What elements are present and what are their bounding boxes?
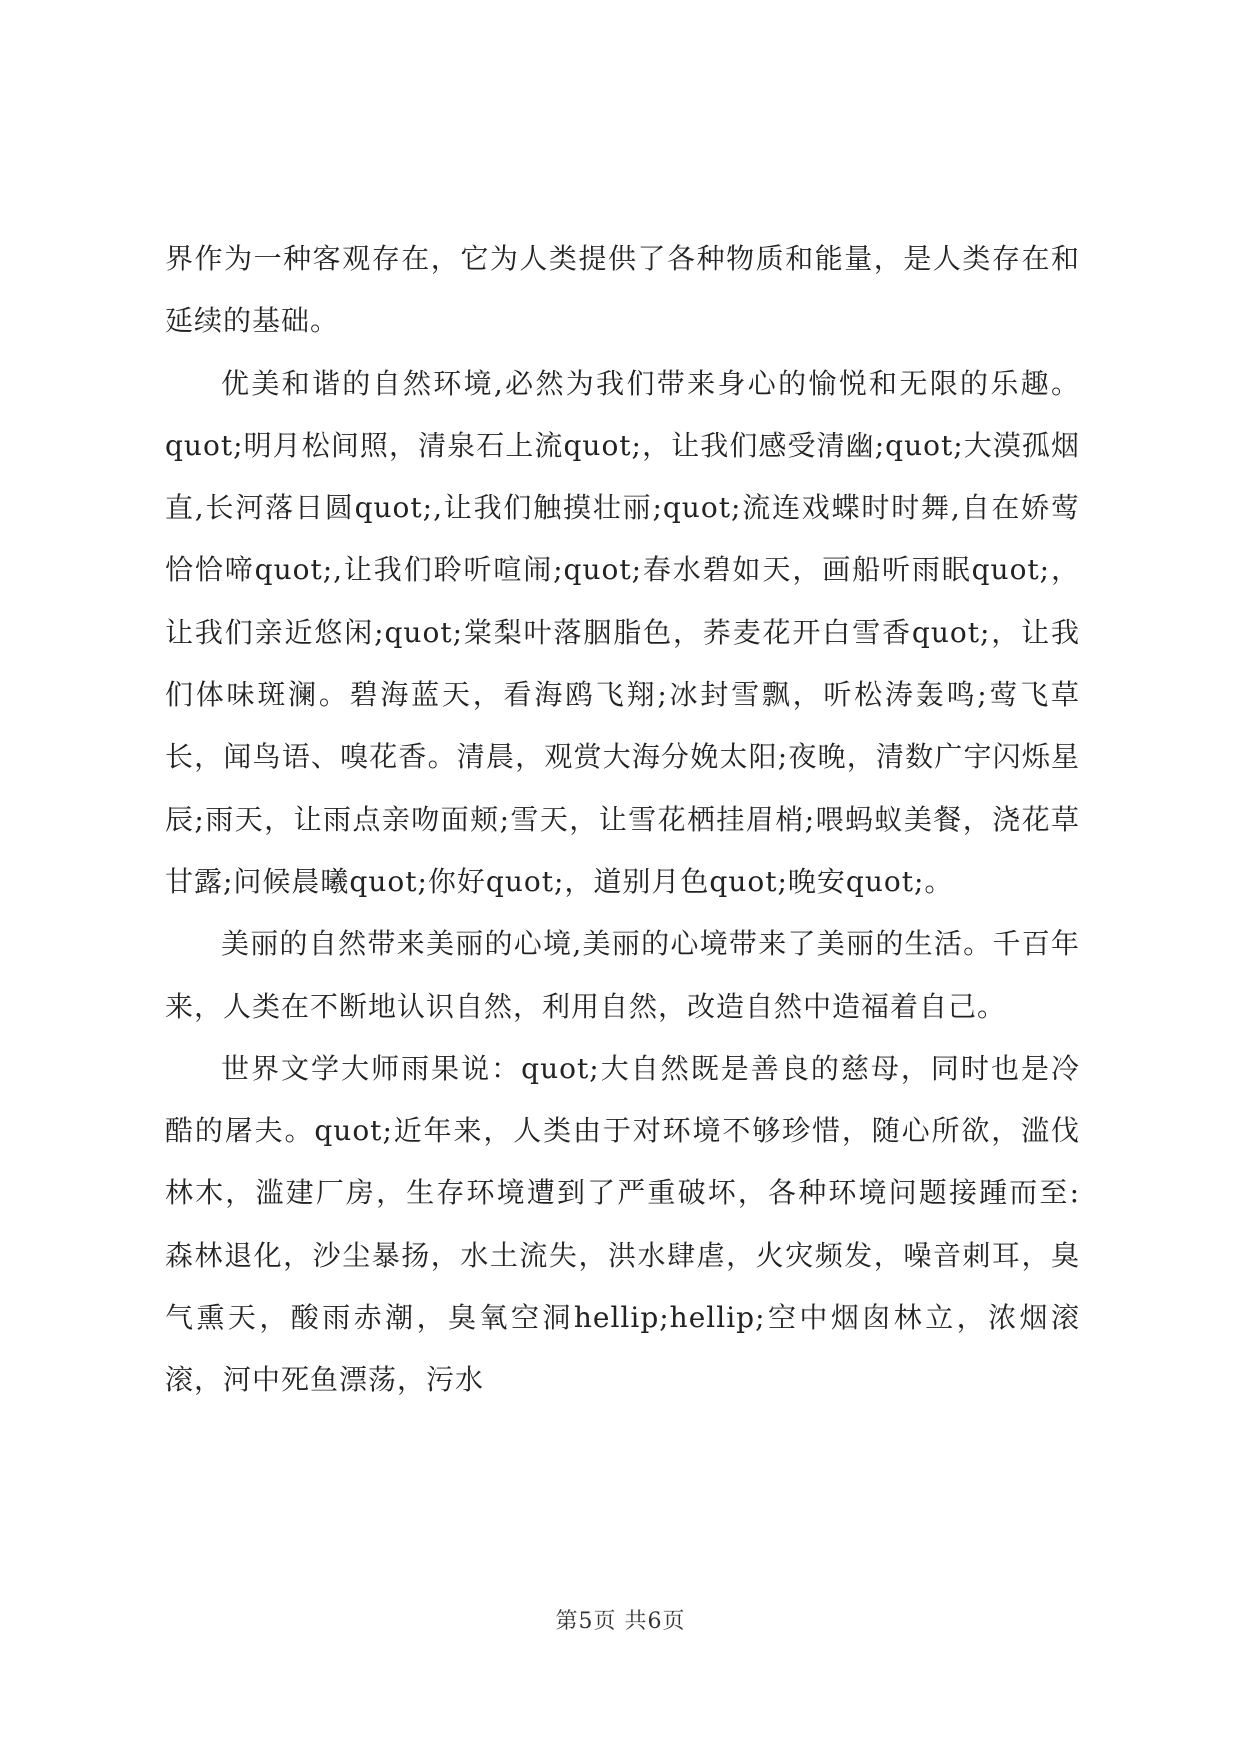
document-body (165, 228, 1080, 1412)
paragraph-2: 优美和谐的自然环境,必然为我们带来身心的愉悦和无限的乐趣。quot;明月松间照，清泉石上流quot;，让我们感受清幽;quot;大漠孤烟直,长河落日圆quot;,让我们触摸壮丽;quot;流连戏蝶时时舞,自在娇莺恰恰啼quot;,让我们聆听喧闹;quot;春水碧如天，画船听雨眠quot;，让我们亲近悠闲;quot;棠梨叶落胭脂色，荞麦花开白雪香quot;，让我们体味斑澜。碧海蓝天，看海鸥飞翔;冰封雪飘，听松涛轰鸣;莺飞草长，闻鸟语、嗅花香。清晨，观赏大海分娩太阳;夜晚，清数广宇闪烁星辰;雨天，让雨点亲吻面颊;雪天，让雪花栖挂眉梢;喂蚂蚁美餐，浇花草甘露;问候晨曦quot;你好quot;，道别月色quot;晚安quot;。 (165, 366, 1080, 898)
paragraph-4: 世界文学大师雨果说：quot;大自然既是善良的慈母，同时也是冷酷的屠夫。quot;近年来，人类由于对环境不够珍惜，随心所欲，滥伐林木，滥建厂房，生存环境遭到了严重破坏，各种环境问题接踵而至: 森林退化，沙尘暴扬，水土流失，洪水肆虐，火灾频发，噪音刺耳，臭气熏天，酸雨赤潮，臭氧空洞hellip;hellip;空中烟囱林立，浓烟滚滚，河中死鱼漂荡，污水 (165, 1051, 1080, 1397)
paragraph-3: 美丽的自然带来美丽的心境,美丽的心境带来了美丽的生活。千百年来，人类在不断地认识自然，利用自然，改造自然中造福着自己。 (165, 927, 1080, 1023)
page-footer: 第5页 共6页 (555, 1609, 686, 1634)
paragraph-1: 界作为一种客观存在，它为人类提供了各种物质和能量，是人类存在和延续的基础。 (165, 242, 1080, 338)
